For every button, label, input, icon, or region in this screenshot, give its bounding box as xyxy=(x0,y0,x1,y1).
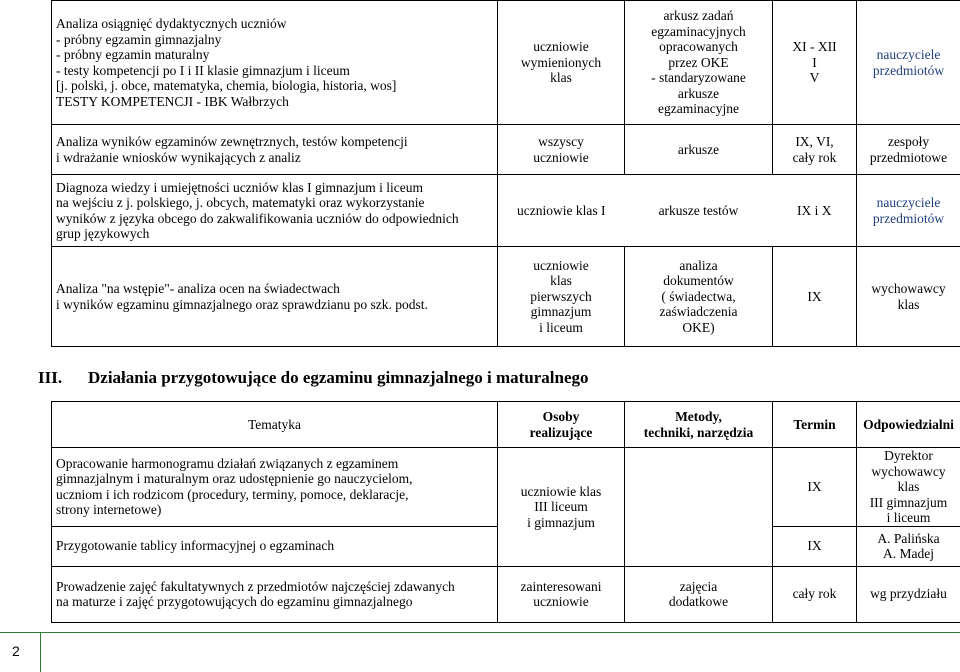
responsible-cell: wg przydziału xyxy=(857,566,960,622)
responsible-cell: nauczyciele przedmiotów xyxy=(857,1,960,125)
methods-cell: arkusz zadań egzaminacyjnych opracowanych przez OKE - standaryzowane arkusze egzaminacyjne xyxy=(625,1,773,125)
topic-cell: Prowadzenie zajęć fakultatywnych z przedmiotów najczęściej zdawanych na maturze i zajęć przygotowujących do egzaminu gimnazjalnego xyxy=(52,566,498,622)
methods-cell: arkusze testów xyxy=(625,175,773,247)
participants-cell: uczniowie klas I xyxy=(498,175,625,247)
topic-cell: Diagnoza wiedzy i umiejętności uczniów klas I gimnazjum i liceum na wejściu z j. polskiego, j. obcych, matematyki oraz wykorzystanie wyników z języka obcego do zakwalifikowania uczniów do odpowiednich grup językowych xyxy=(52,175,498,247)
header-responsible: Odpowiedzialni xyxy=(857,402,960,448)
participants-cell: uczniowie klas pierwszych gimnazjum i liceum xyxy=(498,247,625,347)
table-header-row xyxy=(52,402,960,448)
participants-cell: zainteresowani uczniowie xyxy=(498,566,625,622)
term-cell: IX xyxy=(773,526,857,566)
methods-cell: arkusze xyxy=(625,125,773,175)
responsible-cell: zespoły przedmiotowe xyxy=(857,125,960,175)
term-cell: cały rok xyxy=(773,566,857,622)
methods-cell: zajęcia dodatkowe xyxy=(625,566,773,622)
responsible-cell: A. Palińska A. Madej xyxy=(857,526,960,566)
header-methods: Metody, techniki, narzędzia xyxy=(625,402,773,448)
topic-cell: Analiza wyników egzaminów zewnętrznych, testów kompetencji i wdrażanie wniosków wynikających z analiz xyxy=(52,125,498,175)
table-row xyxy=(52,566,960,622)
topic-cell: Analiza "na wstępie"- analiza ocen na świadectwach i wyników egzaminu gimnazjalnego oraz sprawdzianu po szk. podst. xyxy=(52,247,498,347)
participants-cell: uczniowie wymienionych klas xyxy=(498,1,625,125)
header-term: Termin xyxy=(773,402,857,448)
section-number: III. xyxy=(38,368,63,387)
table-row xyxy=(52,448,960,527)
participants-cell: wszyscy uczniowie xyxy=(498,125,625,175)
table-row xyxy=(52,247,960,347)
table-row xyxy=(52,175,960,247)
term-cell: IX, VI, cały rok xyxy=(773,125,857,175)
topic-cell: Przygotowanie tablicy informacyjnej o egzaminach xyxy=(52,526,498,566)
responsible-cell: nauczyciele przedmiotów xyxy=(857,175,960,247)
responsible-cell: wychowawcy klas xyxy=(857,247,960,347)
methods-cell: analiza dokumentów ( świadectwa, zaświadczenia OKE) xyxy=(625,247,773,347)
term-cell: IX i X xyxy=(773,175,857,247)
footer-divider xyxy=(41,632,960,633)
section-title: Działania przygotowujące do egzaminu gimnazjalnego i maturalnego xyxy=(88,368,589,387)
table-row xyxy=(52,1,960,125)
term-cell: IX xyxy=(773,247,857,347)
term-cell: IX xyxy=(773,448,857,527)
methods-cell-empty xyxy=(625,448,773,567)
page-number: 2 xyxy=(12,643,20,659)
page-number-box xyxy=(0,632,41,672)
section-heading xyxy=(38,368,589,388)
term-cell: XI - XII I V xyxy=(773,1,857,125)
table-row xyxy=(52,125,960,175)
responsible-cell: Dyrektor wychowawcy klas III gimnazjum i liceum xyxy=(857,448,960,527)
topic-cell: Opracowanie harmonogramu działań związanych z egzaminem gimnazjalnym i maturalnym oraz udostępnienie go nauczycielom, uczniom i ich rodzicom (procedury, terminy, pomoce, deklaracje, strony internetowe) xyxy=(52,448,498,527)
preparation-table xyxy=(51,401,960,623)
header-topic: Tematyka xyxy=(52,402,498,448)
topic-cell: Analiza osiągnięć dydaktycznych uczniów - próbny egzamin gimnazjalny - próbny egzamin maturalny - testy kompetencji po I i II klasie gimnazjum i liceum [j. polski, j. obce, matematyka, chemia, biologia, historia, wos] TESTY KOMPETENCJI - IBK Wałbrzych xyxy=(52,1,498,125)
header-participants: Osoby realizujące xyxy=(498,402,625,448)
participants-cell: uczniowie klas III liceum i gimnazjum xyxy=(498,448,625,567)
activities-table xyxy=(51,0,960,347)
